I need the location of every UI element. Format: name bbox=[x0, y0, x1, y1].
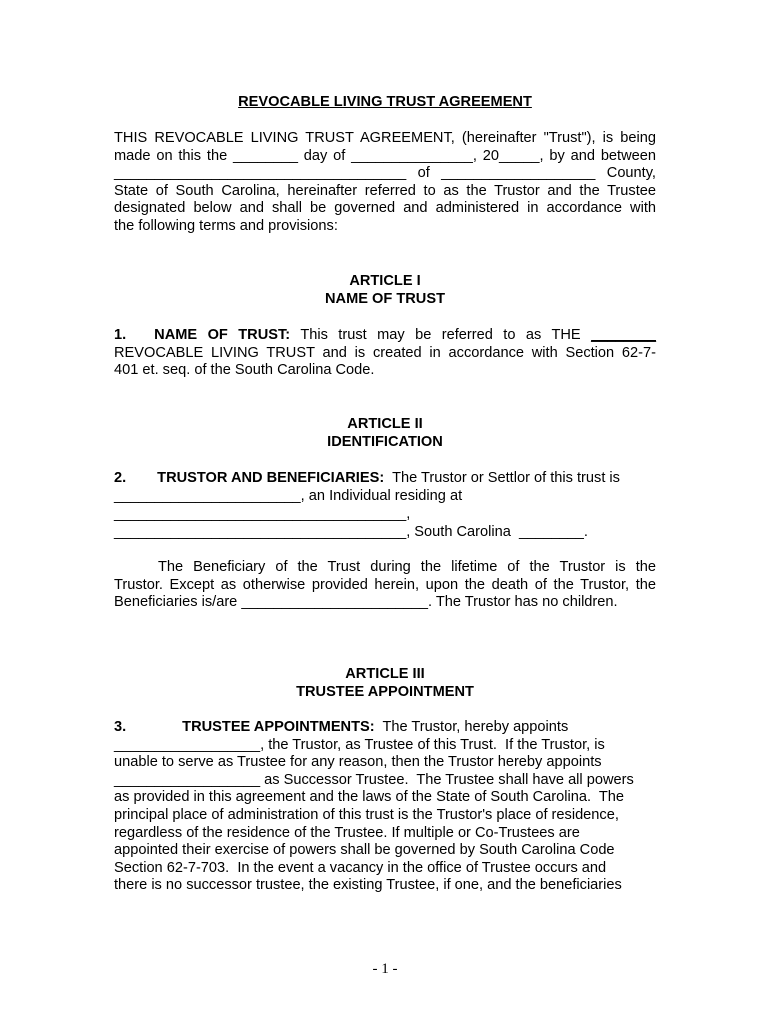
article-3-section bbox=[114, 719, 656, 895]
intro-line: THIS REVOCABLE LIVING TRUST AGREEMENT, (hereinafter "Trust"), is being bbox=[114, 130, 656, 146]
section-number: 1. bbox=[114, 327, 127, 343]
intro-paragraph bbox=[114, 130, 656, 236]
section-1-first-line bbox=[114, 327, 656, 345]
section-1-line: REVOCABLE LIVING TRUST and is created in accordance with Section 62-7- bbox=[114, 344, 656, 361]
article-1-section bbox=[114, 327, 656, 380]
article-1-subheading: NAME OF TRUST bbox=[325, 291, 445, 307]
section-text: This trust may be referred to as THE bbox=[300, 327, 581, 343]
beneficiary-line: The Beneficiary of the Trust during the lifetime of the Trustor is the bbox=[158, 559, 656, 575]
section-label: TRUSTEE APPOINTMENTS: bbox=[182, 719, 375, 735]
section-3-line: unable to serve as Trustee for any reason, then the Trustor hereby appoints bbox=[114, 754, 602, 771]
section-3-first-line bbox=[114, 719, 656, 737]
section-label: TRUSTOR AND BENEFICIARIES: bbox=[157, 470, 385, 486]
article-2-heading: ARTICLE II bbox=[347, 416, 423, 432]
section-3-line: as provided in this agreement and the laws of the State of South Carolina. The bbox=[114, 789, 625, 806]
article-2-section bbox=[114, 470, 656, 505]
intro-line: ____________________________________ of ___________________ County, bbox=[114, 165, 656, 182]
article-2-subheading: IDENTIFICATION bbox=[327, 434, 443, 450]
beneficiary-line: Beneficiaries is/are _______________________. The Trustor has no children. bbox=[114, 594, 618, 611]
section-2-line: ____________________________________, bbox=[114, 506, 411, 522]
section-1-line: 401 et. seq. of the South Carolina Code. bbox=[114, 362, 375, 379]
section-2-line: _______________________, an Individual residing at bbox=[114, 487, 463, 504]
section-3-line: Section 62-7-703. In the event a vacancy in the office of Trustee occurs and bbox=[114, 859, 607, 876]
section-3-line: principal place of administration of this trust is the Trustor's place of residence, bbox=[114, 806, 619, 823]
article-2-address bbox=[114, 506, 656, 541]
section-3-line: regardless of the residence of the Trustee. If multiple or Co-Trustees are bbox=[114, 824, 580, 841]
section-3-line: appointed their exercise of powers shall be governed by South Carolina Code bbox=[114, 842, 615, 859]
section-3-line: __________________ as Successor Trustee. The Trustee shall have all powers bbox=[114, 771, 634, 788]
page-number: - 1 - bbox=[372, 961, 398, 977]
section-3-line: there is no successor trustee, the existing Trustee, if one, and the beneficiaries bbox=[114, 877, 622, 894]
section-text: The Trustor or Settlor of this trust is bbox=[392, 470, 620, 486]
intro-line: designated below and shall be governed and administered in accordance with bbox=[114, 200, 656, 217]
section-2-first-line bbox=[114, 470, 656, 488]
section-number: 3. bbox=[114, 719, 127, 735]
trust-name-blank: ________ bbox=[591, 327, 657, 343]
intro-line: made on this the ________ day of _______________, 20_____, by and between bbox=[114, 147, 656, 164]
section-number: 2. bbox=[114, 470, 127, 486]
section-label: NAME OF TRUST: bbox=[154, 327, 291, 343]
intro-line: State of South Carolina, hereinafter referred to as the Trustor and the Trustee bbox=[114, 182, 656, 199]
section-3-line: __________________, the Trustor, as Trustee of this Trust. If the Trustor, is bbox=[114, 736, 605, 753]
section-text: The Trustor, hereby appoints bbox=[382, 719, 569, 735]
article-3-subheading: TRUSTEE APPOINTMENT bbox=[296, 684, 474, 700]
beneficiary-paragraph bbox=[114, 559, 656, 612]
article-1-heading: ARTICLE I bbox=[349, 273, 421, 289]
article-3-heading: ARTICLE III bbox=[345, 666, 425, 682]
beneficiary-line: Trustor. Except as otherwise provided herein, upon the death of the Trustor, the bbox=[114, 576, 656, 593]
document-title: REVOCABLE LIVING TRUST AGREEMENT bbox=[238, 94, 532, 110]
intro-line: the following terms and provisions: bbox=[114, 217, 338, 234]
section-2-line: ____________________________________, South Carolina ________. bbox=[114, 523, 588, 540]
